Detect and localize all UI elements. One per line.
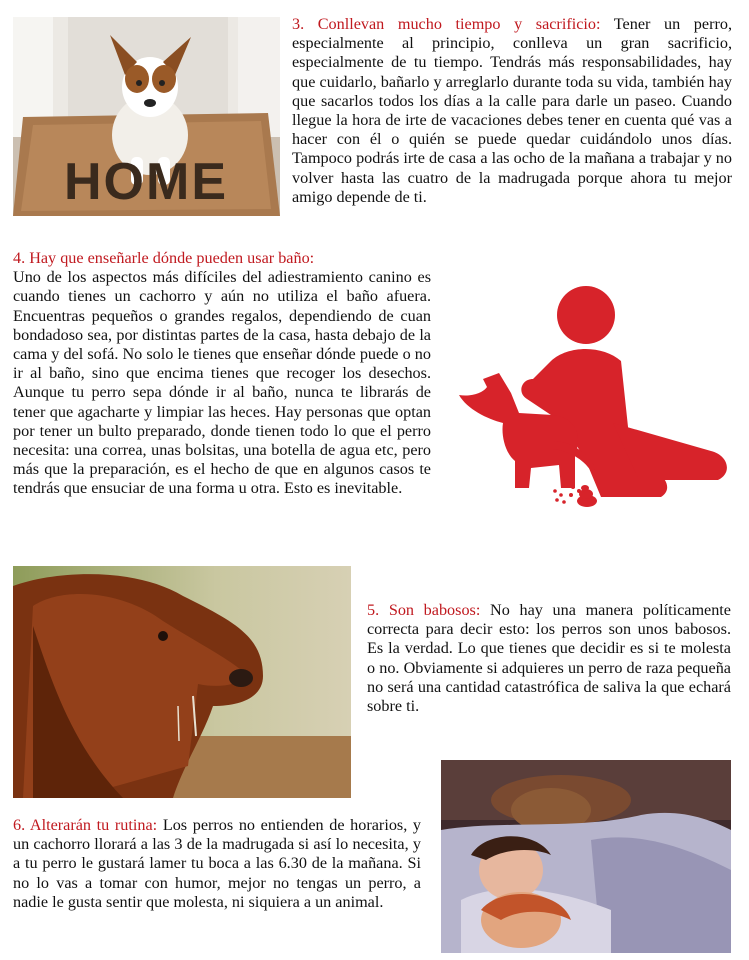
section-4-heading: 4. Hay que enseñarle dónde pueden usar baño: [13, 249, 315, 267]
doormat-text: HOME [64, 153, 228, 211]
dog-on-doormat-photo [13, 17, 280, 216]
section-4-body: Uno de los aspectos más difíciles del adiestramiento canino es cuando tienes un cachorro y aún no utiliza el baño afuera. Encuentras pequeños o grandes regalos, dependiendo de cuan bondadoso sea, por distintas partes de la casa, hasta debajo de la cama y del sofá. No solo le tienes que enseñar dónde puede o no ir al baño, sino que encima tienes que recoger los desechos. Aunque tu perro sepa dónde ir al baño, nunca te librarás de tener que agacharte y limpiar las heces. Hay personas que optan por tener un bulto preparado, donde tienen todo lo que el perro necesita: una correa, unas bolsitas, una botella de agua etc, pero más que la preparación, es el hecho de que en algunos casos te tendrás que ensuciar de una forma u otra. Esto es inevitable. [13, 268, 431, 498]
section-3 [292, 15, 732, 207]
section-5 [367, 601, 731, 716]
section-4 [13, 249, 431, 499]
sleeping-with-dog-photo [441, 760, 731, 953]
section-3-heading: 3. Conllevan mucho tiempo y sacrificio: [292, 15, 601, 33]
section-6 [13, 816, 421, 912]
section-3-body: Tener un perro, especialmente al principio, conlleva un gran sacrificio, especialmente de tu tiempo. Tendrás más responsabilidades, hay que cuidarlo, bañarlo y arreglarlo durante toda su vida, también hay que sacarlos todos los días a la calle para darle un paseo. Cuando llegue la hora de irte de vacaciones debes tener en cuenta qué vas a hacer con él o quién se puede quedar cuidándolo unos días. Tampoco podrás irte de casa a las ocho de la mañana a trabajar y no volver hasta las cuatro de la madrugada porque ahora tu mejor amigo depende de ti. [292, 15, 732, 206]
dog-poop-cleanup-icon [443, 283, 738, 514]
setter-dog-photo [13, 566, 351, 798]
section-5-body: No hay una manera políticamente correcta para decir esto: los perros son unos babosos. Es la verdad. Lo que tienes que decidir es si te molesta o no. Obviamente si adquieres un perro de raza pequeña no será una cantidad catastrófica de saliva la que echará sobre ti. [367, 601, 731, 716]
section-5-heading: 5. Son babosos: [367, 601, 481, 619]
section-6-body: Los perros no entienden de horarios, y un cachorro llorará a las 3 de la madrugada si así lo necesita, y a tu perro le gustará lamer tu boca a las 6.30 de la mañana. Si no lo vas a tomar con humor, mejor no tengas un perro, a nadie le gusta sentir que molesta, ni siquiera a un animal. [13, 816, 422, 911]
section-6-heading: 6. Alterarán tu rutina: [13, 816, 158, 834]
